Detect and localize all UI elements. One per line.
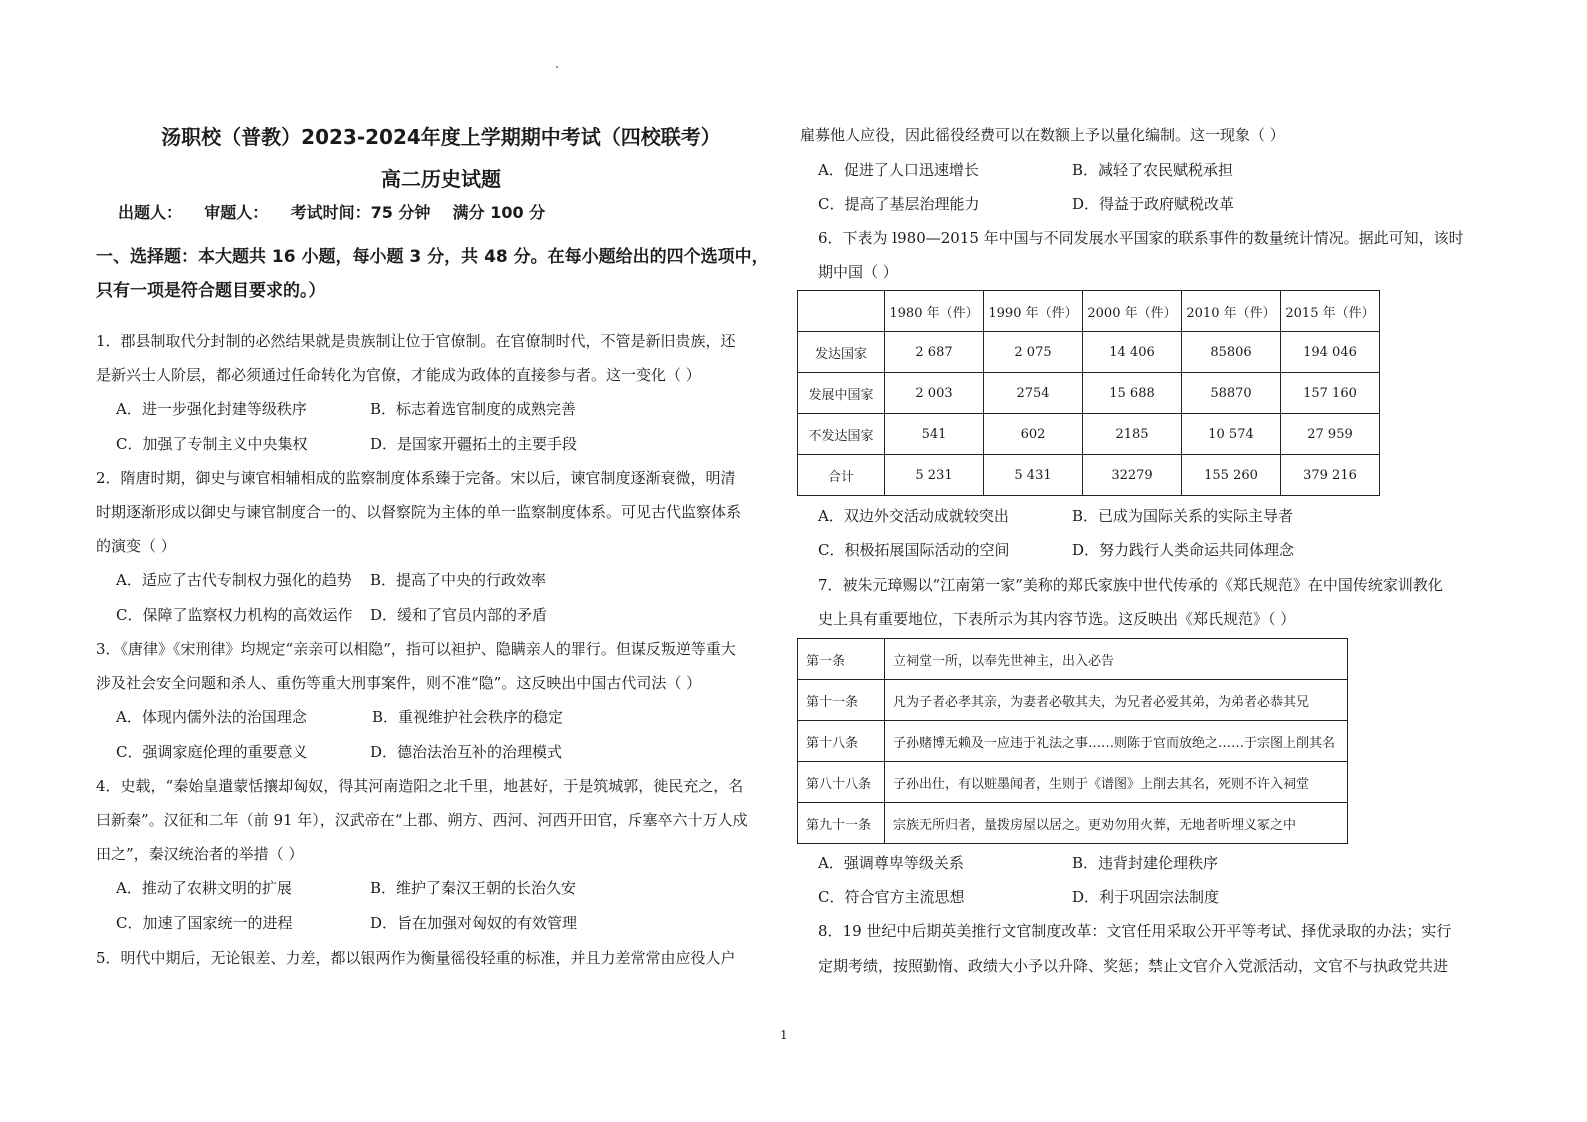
q4-option-b: B．维护了秦汉王朝的长治久安 [370,879,577,897]
q6-option-c: C．积极拓展国际活动的空间 [818,541,1010,559]
q4-line-3: 田之”，秦汉统治者的举措（ ） [96,845,304,863]
q5-line-2: 雇募他人应役，因此徭役经费可以在数额上予以量化编制。这一现象（ ） [800,126,1285,144]
table-cell: 5 431 [984,455,1083,496]
q1-option-b: B．标志着选官制度的成熟完善 [370,400,577,418]
table-cell: 85806 [1182,332,1281,373]
q5-option-c: C．提高了基层治理能力 [818,195,980,213]
q3-line-2: 涉及社会安全问题和杀人、重伤等重大刑事案件，则不准“隐”。这反映出中国古代司法（ ） [96,674,702,692]
table-cell: 58870 [1182,373,1281,414]
table-cell: 2185 [1083,414,1182,455]
q2-option-b: B．提高了中央的行政效率 [370,571,547,589]
exam-subtitle: 高二历史试题 [381,167,501,191]
q3-option-c: C．强调家庭伦理的重要意义 [116,743,308,761]
table-cell: 155 260 [1182,455,1281,496]
q2-option-d: D．缓和了官员内部的矛盾 [370,606,548,624]
q1-option-c: C．加强了专制主义中央集权 [116,435,308,453]
table-row [798,680,1348,721]
table-cell: 发展中国家 [798,373,885,414]
q6-line-2: 期中国（ ） [818,263,898,281]
table-cell: 27 959 [1281,414,1380,455]
article-cell: 第十八条 [798,721,885,762]
q7-line-2: 史上具有重要地位，下表所示为其内容节选。这反映出《郑氏规范》（ ） [818,610,1296,628]
table-row [798,332,1380,373]
exam-meta: 出题人： 审题人： 考试时间：75 分钟 满分 100 分 [118,203,546,222]
article-cell: 第八十八条 [798,762,885,803]
q8-line-2: 定期考绩，按照勤惰、政绩大小予以升降、奖惩；禁止文官介入党派活动，文官不与执政党共进 [818,957,1449,975]
content-cell: 子孙出仕，有以赃墨闻者，生则于《谱图》上削去其名，死则不许入祠堂 [885,762,1348,803]
q4-option-c: C．加速了国家统一的进程 [116,914,293,932]
q2-line-2: 时期逐渐形成以御史与谏官制度合一的、以督察院为主体的单一监察制度体系。可见古代监察体系 [96,503,742,521]
table-cell: 2754 [984,373,1083,414]
q6-option-d: D．努力践行人类命运共同体理念 [1072,541,1295,559]
table-cell: 541 [885,414,984,455]
page-number: 1 [780,1028,788,1042]
table-cell: 不发达国家 [798,414,885,455]
q7-option-d: D．利于巩固宗法制度 [1072,888,1220,906]
q1-line-2: 是新兴士人阶层，都必须通过任命转化为官僚，才能成为政体的直接参与者。这一变化（ ） [96,366,701,384]
q2-line-1: 2．隋唐时期，御史与谏官相辅相成的监察制度体系臻于完备。宋以后，谏官制度逐渐衰微，明清 [96,469,736,487]
q1-option-d: D．是国家开疆拓土的主要手段 [370,435,578,453]
table-header-cell: 2000 年（件） [1083,291,1182,332]
q5-line-1: 5．明代中期后，无论银差、力差，都以银两作为衡量徭役轻重的标准，并且力差常常由应役人户 [96,949,736,967]
q3-option-b: B．重视维护社会秩序的稳定 [372,708,564,726]
table-row [798,803,1348,844]
section-heading [96,240,786,308]
q2-line-3: 的演变（ ） [96,537,176,555]
q1-option-a: A．进一步强化封建等级秩序 [116,400,307,418]
q2-option-c: C．保障了监察权力机构的高效运作 [116,606,353,624]
q8-line-1: 8．19 世纪中后期英美推行文官制度改革：文官任用采取公开平等考试、择优录取的办法；实行 [818,922,1452,940]
table-cell: 2 687 [885,332,984,373]
q3-option-a: A．体现内儒外法的治国理念 [116,708,307,726]
q1-line-1: 1．郡县制取代分封制的必然结果就是贵族制让位于官僚制。在官僚制时代，不管是新旧贵族，还 [96,332,736,350]
q2-option-a: A．适应了古代专制权力强化的趋势 [116,571,352,589]
table-header-cell [798,291,885,332]
table-cell: 32279 [1083,455,1182,496]
table-cell: 2 003 [885,373,984,414]
q7-option-a: A．强调尊卑等级关系 [818,854,964,872]
q7-line-1: 7．被朱元璋赐以“江南第一家”美称的郑氏家族中世代传承的《郑氏规范》在中国传统家训教化 [818,576,1443,594]
q4-option-a: A．推动了农耕文明的扩展 [116,879,292,897]
table-header-cell: 1990 年（件） [984,291,1083,332]
q4-line-2: 曰新秦”。汉征和二年（前 91 年），汉武帝在“上郡、朔方、西河、河西开田官，斥塞卒六十万人戍 [96,811,748,829]
table-header-row [798,291,1380,332]
table-cell: 602 [984,414,1083,455]
q4-line-1: 4．史载，“秦始皇遣蒙恬攘却匈奴，得其河南造阳之北千里，地甚好，于是筑城郭，徙民充之，名 [96,777,744,795]
q7-option-c: C．符合官方主流思想 [818,888,965,906]
table-row [798,414,1380,455]
scan-speck [556,66,558,68]
q6-option-a: A．双边外交活动成就较突出 [818,507,1009,525]
q5-option-a: A．促进了人口迅速增长 [818,161,979,179]
exam-title: 汤职校（普教）2023-2024年度上学期期中考试（四校联考） [161,125,721,149]
q6-line-1: 6．下表为 l980—2015 年中国与不同发展水平国家的联系事件的数量统计情况。据此可知，该时 [818,229,1464,247]
table-row [798,639,1348,680]
q3-line-1: 3．《唐律》《宋刑律》均规定“亲亲可以相隐”，指可以袒护、隐瞒亲人的罪行。但谋反叛逆等重大 [96,640,736,658]
contact-events-table [797,290,1380,496]
table-row [798,762,1348,803]
article-cell: 第九十一条 [798,803,885,844]
article-cell: 第一条 [798,639,885,680]
q7-option-b: B．违背封建伦理秩序 [1072,854,1219,872]
zheng-clan-rules-table [797,638,1348,844]
table-row [798,721,1348,762]
table-cell: 194 046 [1281,332,1380,373]
table-cell: 15 688 [1083,373,1182,414]
table-header-cell: 1980 年（件） [885,291,984,332]
table-row [798,373,1380,414]
q5-option-d: D．得益于政府赋税改革 [1072,195,1235,213]
table-cell: 14 406 [1083,332,1182,373]
content-cell: 立祠堂一所，以奉先世神主，出入必告 [885,639,1348,680]
table-cell: 发达国家 [798,332,885,373]
q5-option-b: B．减轻了农民赋税承担 [1072,161,1234,179]
section-heading-line2: 只有一项是符合题目要求的。） [96,281,326,301]
q3-option-d: D．德治法治互补的治理模式 [370,743,563,761]
table-header-cell: 2015 年（件） [1281,291,1380,332]
section-heading-line1: 一、选择题：本大题共 16 小题，每小题 3 分，共 48 分。在每小题给出的四个选项中， [96,247,769,267]
table-cell: 5 231 [885,455,984,496]
table-row [798,455,1380,496]
table-cell: 10 574 [1182,414,1281,455]
table-cell: 2 075 [984,332,1083,373]
table-header-cell: 2010 年（件） [1182,291,1281,332]
table-cell: 合计 [798,455,885,496]
content-cell: 子孙赌博无赖及一应违于礼法之事……则陈于官而放绝之……于宗图上削其名 [885,721,1348,762]
table-cell: 379 216 [1281,455,1380,496]
content-cell: 凡为子者必孝其亲，为妻者必敬其夫，为兄者必爱其弟，为弟者必恭其兄 [885,680,1348,721]
article-cell: 第十一条 [798,680,885,721]
content-cell: 宗族无所归者，量拨房屋以居之。更劝勿用火葬，无地者听埋义冢之中 [885,803,1348,844]
q4-option-d: D．旨在加强对匈奴的有效管理 [370,914,578,932]
q6-option-b: B．已成为国际关系的实际主导者 [1072,507,1294,525]
table-cell: 157 160 [1281,373,1380,414]
